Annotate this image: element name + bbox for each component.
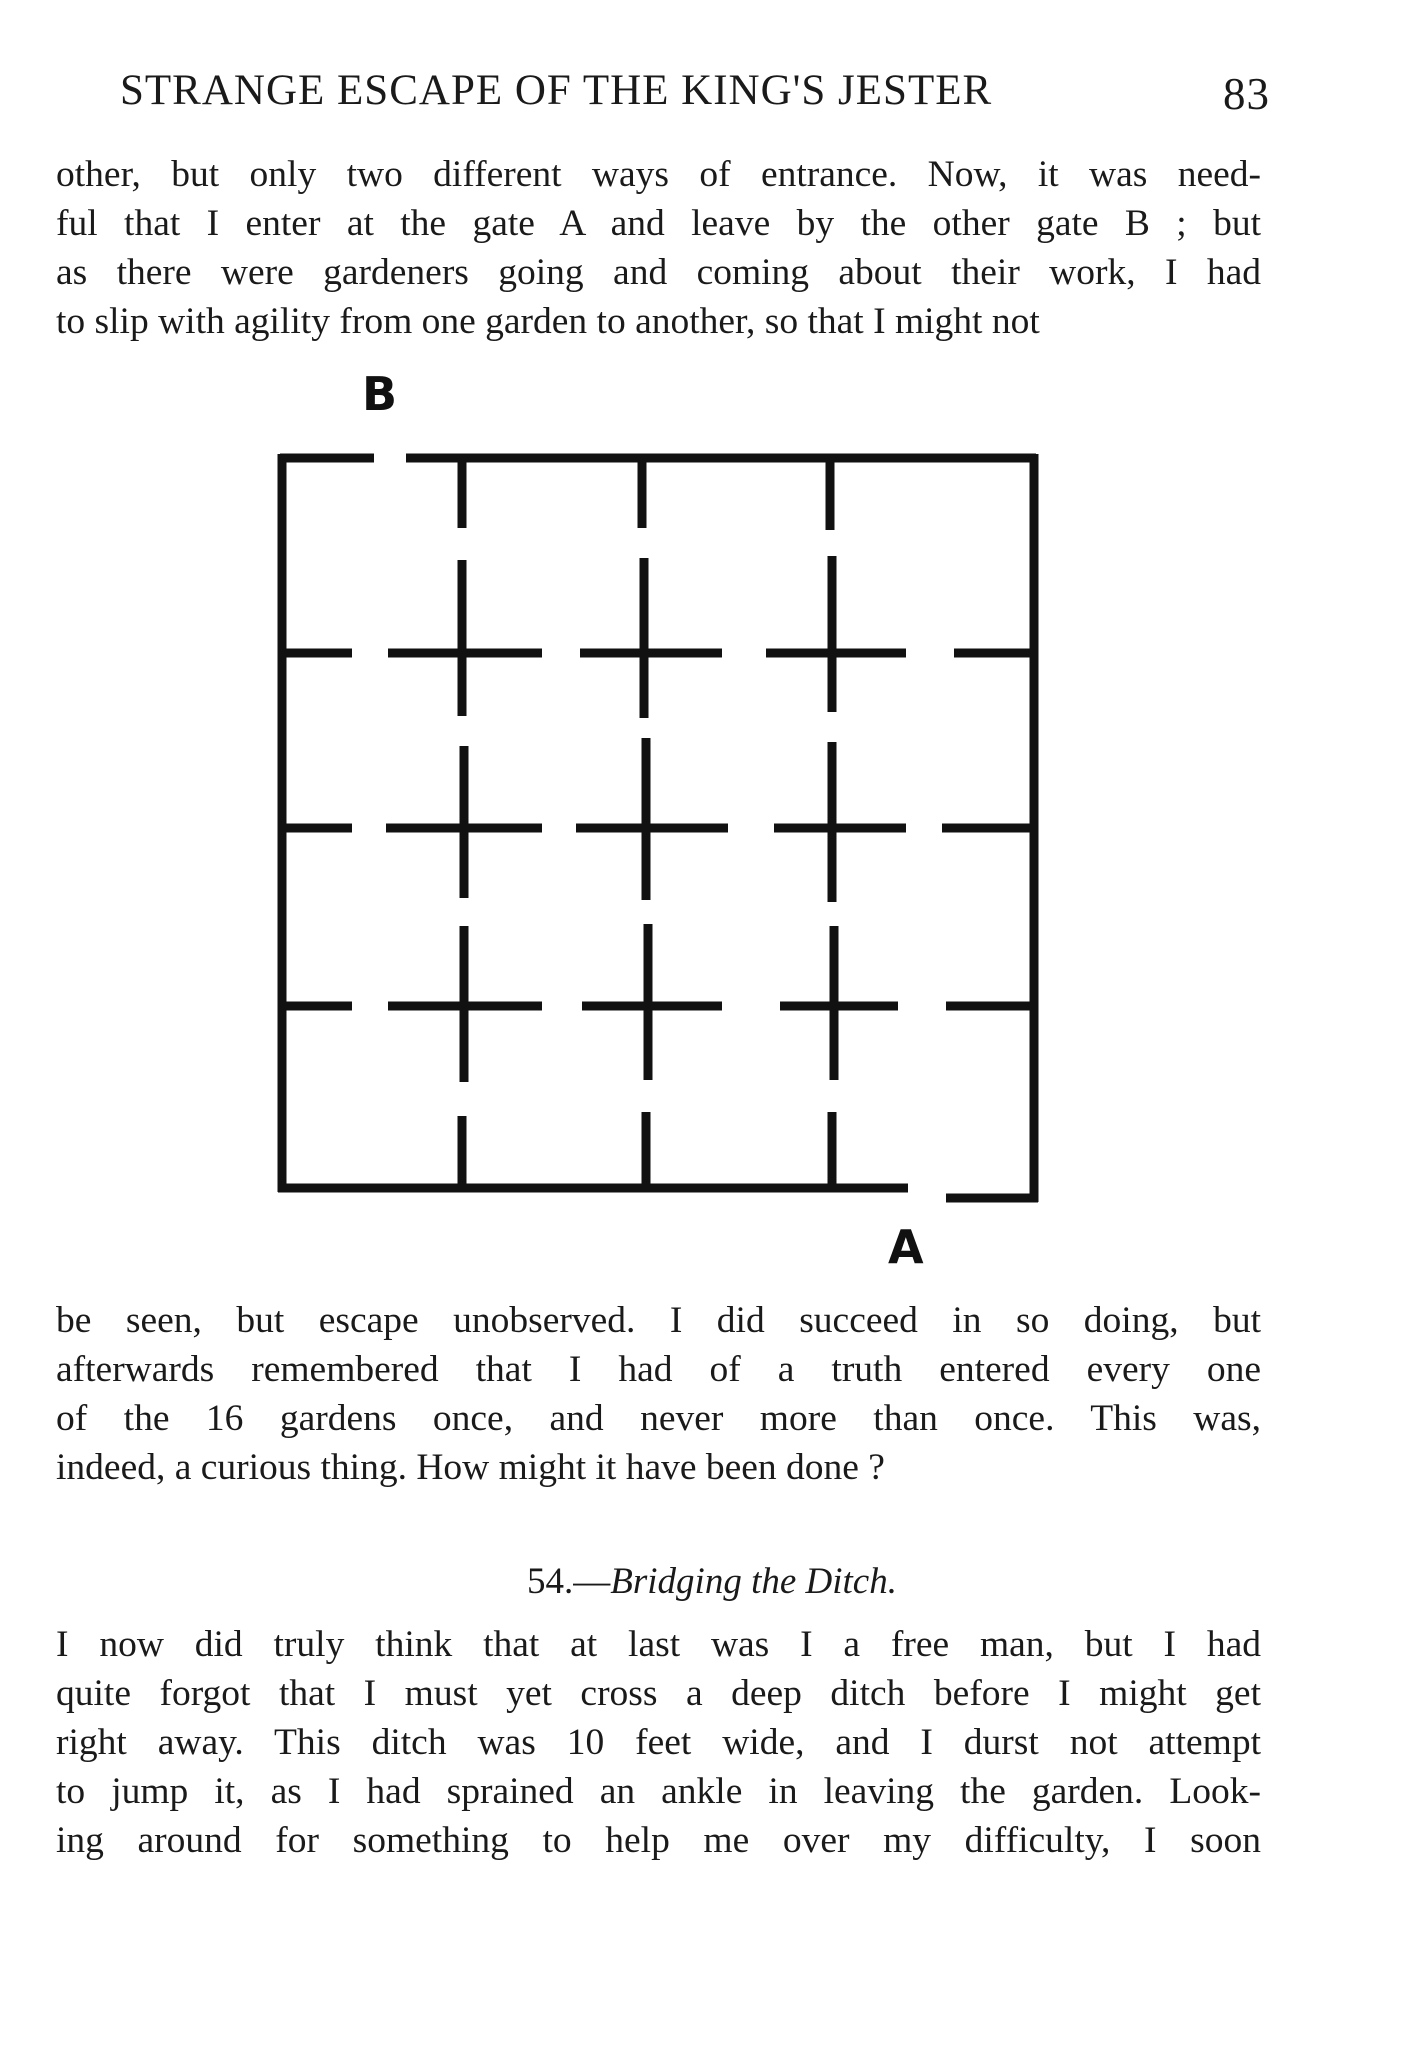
page-number: 83 <box>1223 69 1270 119</box>
garden-maze-figure <box>270 368 1050 1288</box>
paragraph-middle <box>56 1296 1261 1492</box>
paragraph-bottom <box>56 1620 1261 1865</box>
garden-maze-diagram <box>270 368 1050 1288</box>
gate-b-label: B <box>362 368 398 421</box>
section-heading <box>0 1560 1424 1603</box>
text-line: I now did truly think that at last was I a free man, but I had <box>56 1624 1261 1665</box>
text-line: right away. This ditch was 10 feet wide, and I durst not attempt <box>56 1722 1261 1763</box>
gate-a-label: A <box>888 1220 924 1274</box>
paragraph-top <box>56 150 1261 346</box>
running-title: STRANGE ESCAPE OF THE KING'S JESTER <box>120 67 993 114</box>
section-title: Bridging the Ditch. <box>610 1561 897 1602</box>
text-line: as there were gardeners going and coming about their work, I had <box>56 252 1261 293</box>
text-line: be seen, but escape unobserved. I did succeed in so doing, but <box>56 1300 1261 1341</box>
text-line: of the 16 gardens once, and never more than once. This was, <box>56 1398 1261 1439</box>
text-line: indeed, a curious thing. How might it have been done ? <box>56 1447 885 1488</box>
text-line: to jump it, as I had sprained an ankle in leaving the garden. Look- <box>56 1771 1261 1812</box>
text-line: quite forgot that I must yet cross a deep ditch before I might get <box>56 1673 1261 1714</box>
text-line: ful that I enter at the gate A and leave by the other gate B ; but <box>56 203 1261 244</box>
text-line: other, but only two different ways of entrance. Now, it was need- <box>56 154 1261 195</box>
maze-walls <box>278 454 1038 1202</box>
text-line: afterwards remembered that I had of a truth entered every one <box>56 1349 1261 1390</box>
text-line: to slip with agility from one garden to another, so that I might not <box>56 301 1040 342</box>
text-line: ing around for something to help me over my difficulty, I soon <box>56 1820 1261 1861</box>
section-number: 54.— <box>527 1561 611 1602</box>
running-header <box>120 58 1270 130</box>
